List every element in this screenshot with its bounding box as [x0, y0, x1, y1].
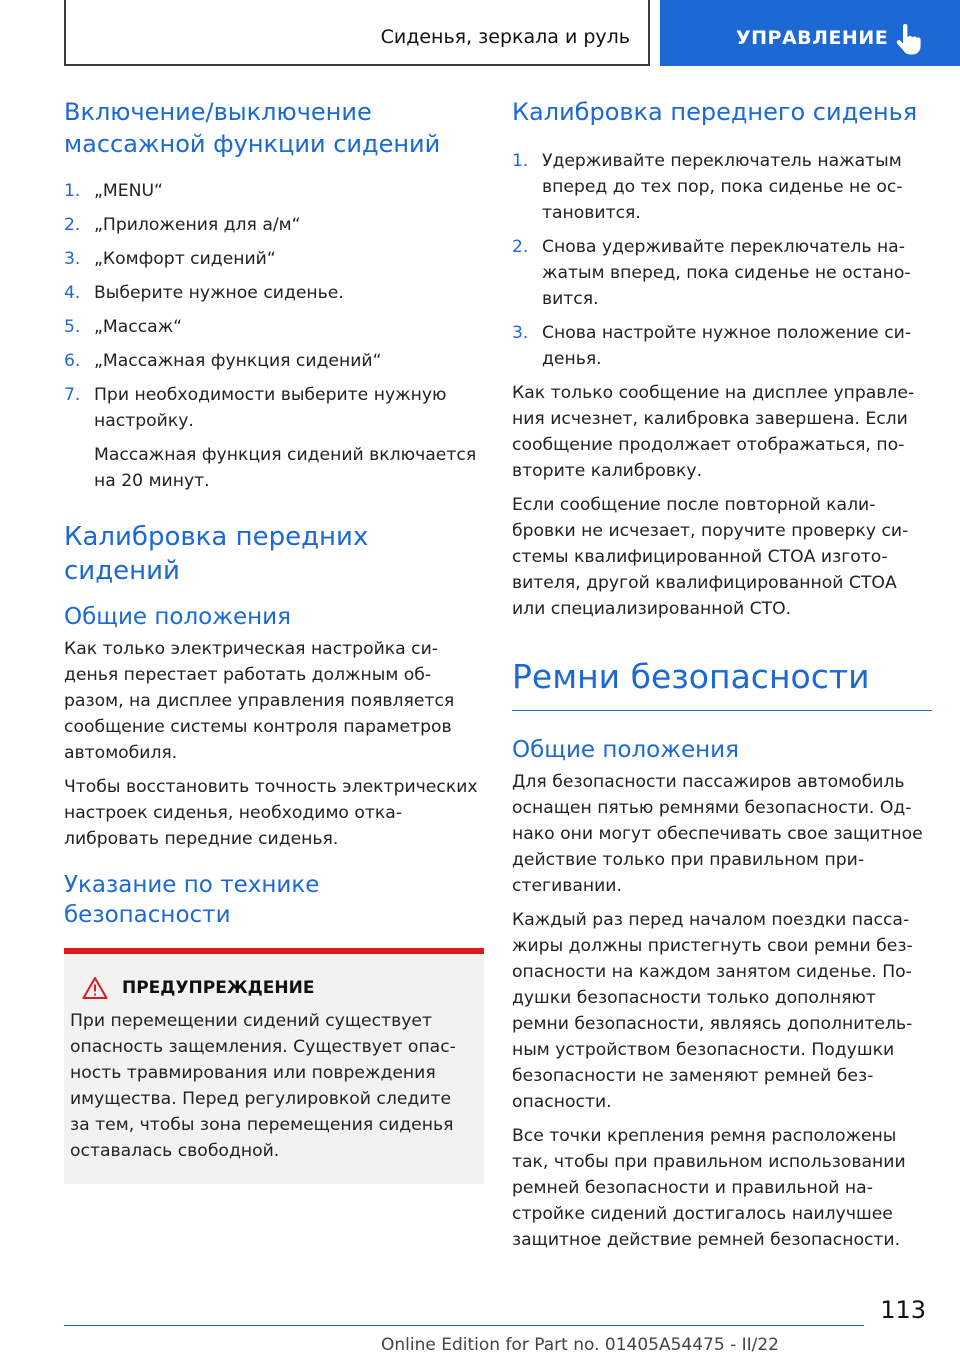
belts-divider	[512, 710, 932, 711]
list-item: 3. „Комфорт сидений“	[64, 249, 276, 269]
warning-title: ПРЕДУПРЕЖДЕНИЕ	[122, 978, 315, 998]
footer-divider	[64, 1325, 864, 1326]
left-column	[64, 96, 484, 1184]
list-item: 1. Удерживайте переключатель нажатым вперед до тех пор, пока сиденье не остановится.	[512, 151, 903, 223]
massage-steps-list	[64, 178, 484, 434]
massage-note: Массажная функция сидений включается на 20 минут.	[94, 445, 477, 491]
list-item: 2. Снова удерживайте переключатель нажатым вперед, пока сиденье не остановится.	[512, 237, 911, 309]
calibration-heading: Калибровка передних сидений	[64, 522, 369, 586]
list-item: 2. „Приложения для а/м“	[64, 215, 301, 235]
massage-heading: Включение/выключение массажной функции сидений	[64, 98, 441, 158]
list-item: 7. При необходимости выберите нужную настройку.	[64, 385, 447, 431]
warning-box	[64, 948, 484, 1184]
belts-paragraph-1: Для безопасности пассажиров автомобиль оснащен пятью ремнями безопасности. Однако они могут обеспечивать свое защитное действие только при правильном пристегивании.	[512, 772, 923, 896]
belts-heading: Ремни безопасности	[512, 657, 870, 696]
list-item: 4. Выберите нужное сиденье.	[64, 283, 344, 303]
list-item: 5. „Массаж“	[64, 317, 183, 337]
list-item: 1. „MENU“	[64, 181, 163, 201]
list-item: 6. „Массажная функция сидений“	[64, 351, 382, 371]
calibration-steps-list	[512, 148, 932, 372]
general-paragraph-2: Чтобы восстановить точность электрических настроек сиденья, необходимо откалибровать передние сиденья.	[64, 777, 478, 849]
belts-general-heading: Общие положения	[512, 737, 739, 763]
calibration-paragraph-2: Если сообщение после повторной калибровки не исчезает, поручите проверку системы квалифицированной СТОА изготовителя, другой квалифицированной СТОА или специализированной СТО.	[512, 495, 909, 619]
calibration-paragraph-1: Как только сообщение на дисплее управления исчезнет, калибровка завершена. Если сообщение продолжает отображаться, повторите калибровку.	[512, 383, 915, 481]
right-column	[512, 96, 932, 1253]
warning-text: При перемещении сидений существует опасность защемления. Существует опасность травмирования или повреждения имущества. Перед регулировкой следите за тем, чтобы зона перемещения сиденья оставалась свободной.	[70, 1011, 456, 1161]
page-number: 113	[880, 1296, 926, 1324]
general-heading: Общие положения	[64, 604, 291, 630]
belts-paragraph-3: Все точки крепления ремня расположены так, чтобы при правильном использовании ремней безопасности и правильной настройке сидений достигалось наилучшее защитное действие ремней безопасности.	[512, 1126, 906, 1250]
warning-title-row	[70, 976, 470, 1000]
header-section-box	[64, 0, 650, 66]
belts-paragraph-2: Каждый раз перед началом поездки пассажиры должны пристегнуть свои ремни безопасности на каждом занятом сиденье. Подушки безопасности только дополняют ремни безопасности, являясь дополнительным устройством безопасности. Подушки безопасности не заменяют ремней безопасности.	[512, 910, 913, 1112]
section-title: Сиденья, зеркала и руль	[380, 26, 630, 48]
chapter-title: УПРАВЛЕНИЕ	[736, 27, 889, 49]
footer-edition: Online Edition for Part no. 01405A54475 - II/22	[380, 1335, 779, 1355]
safety-heading: Указание по технике безопасности	[64, 872, 320, 928]
warning-triangle-icon	[82, 976, 108, 1000]
calibration-front-heading: Калибровка переднего сиденья	[512, 98, 918, 126]
list-item: 3. Снова настройте нужное положение сиденья.	[512, 323, 912, 369]
general-paragraph-1: Как только электрическая настройка сиденья перестает работать должным образом, на дисплее управления появляется сообщение системы контроля параметров автомобиля.	[64, 639, 455, 763]
hand-pointer-icon	[894, 24, 922, 56]
